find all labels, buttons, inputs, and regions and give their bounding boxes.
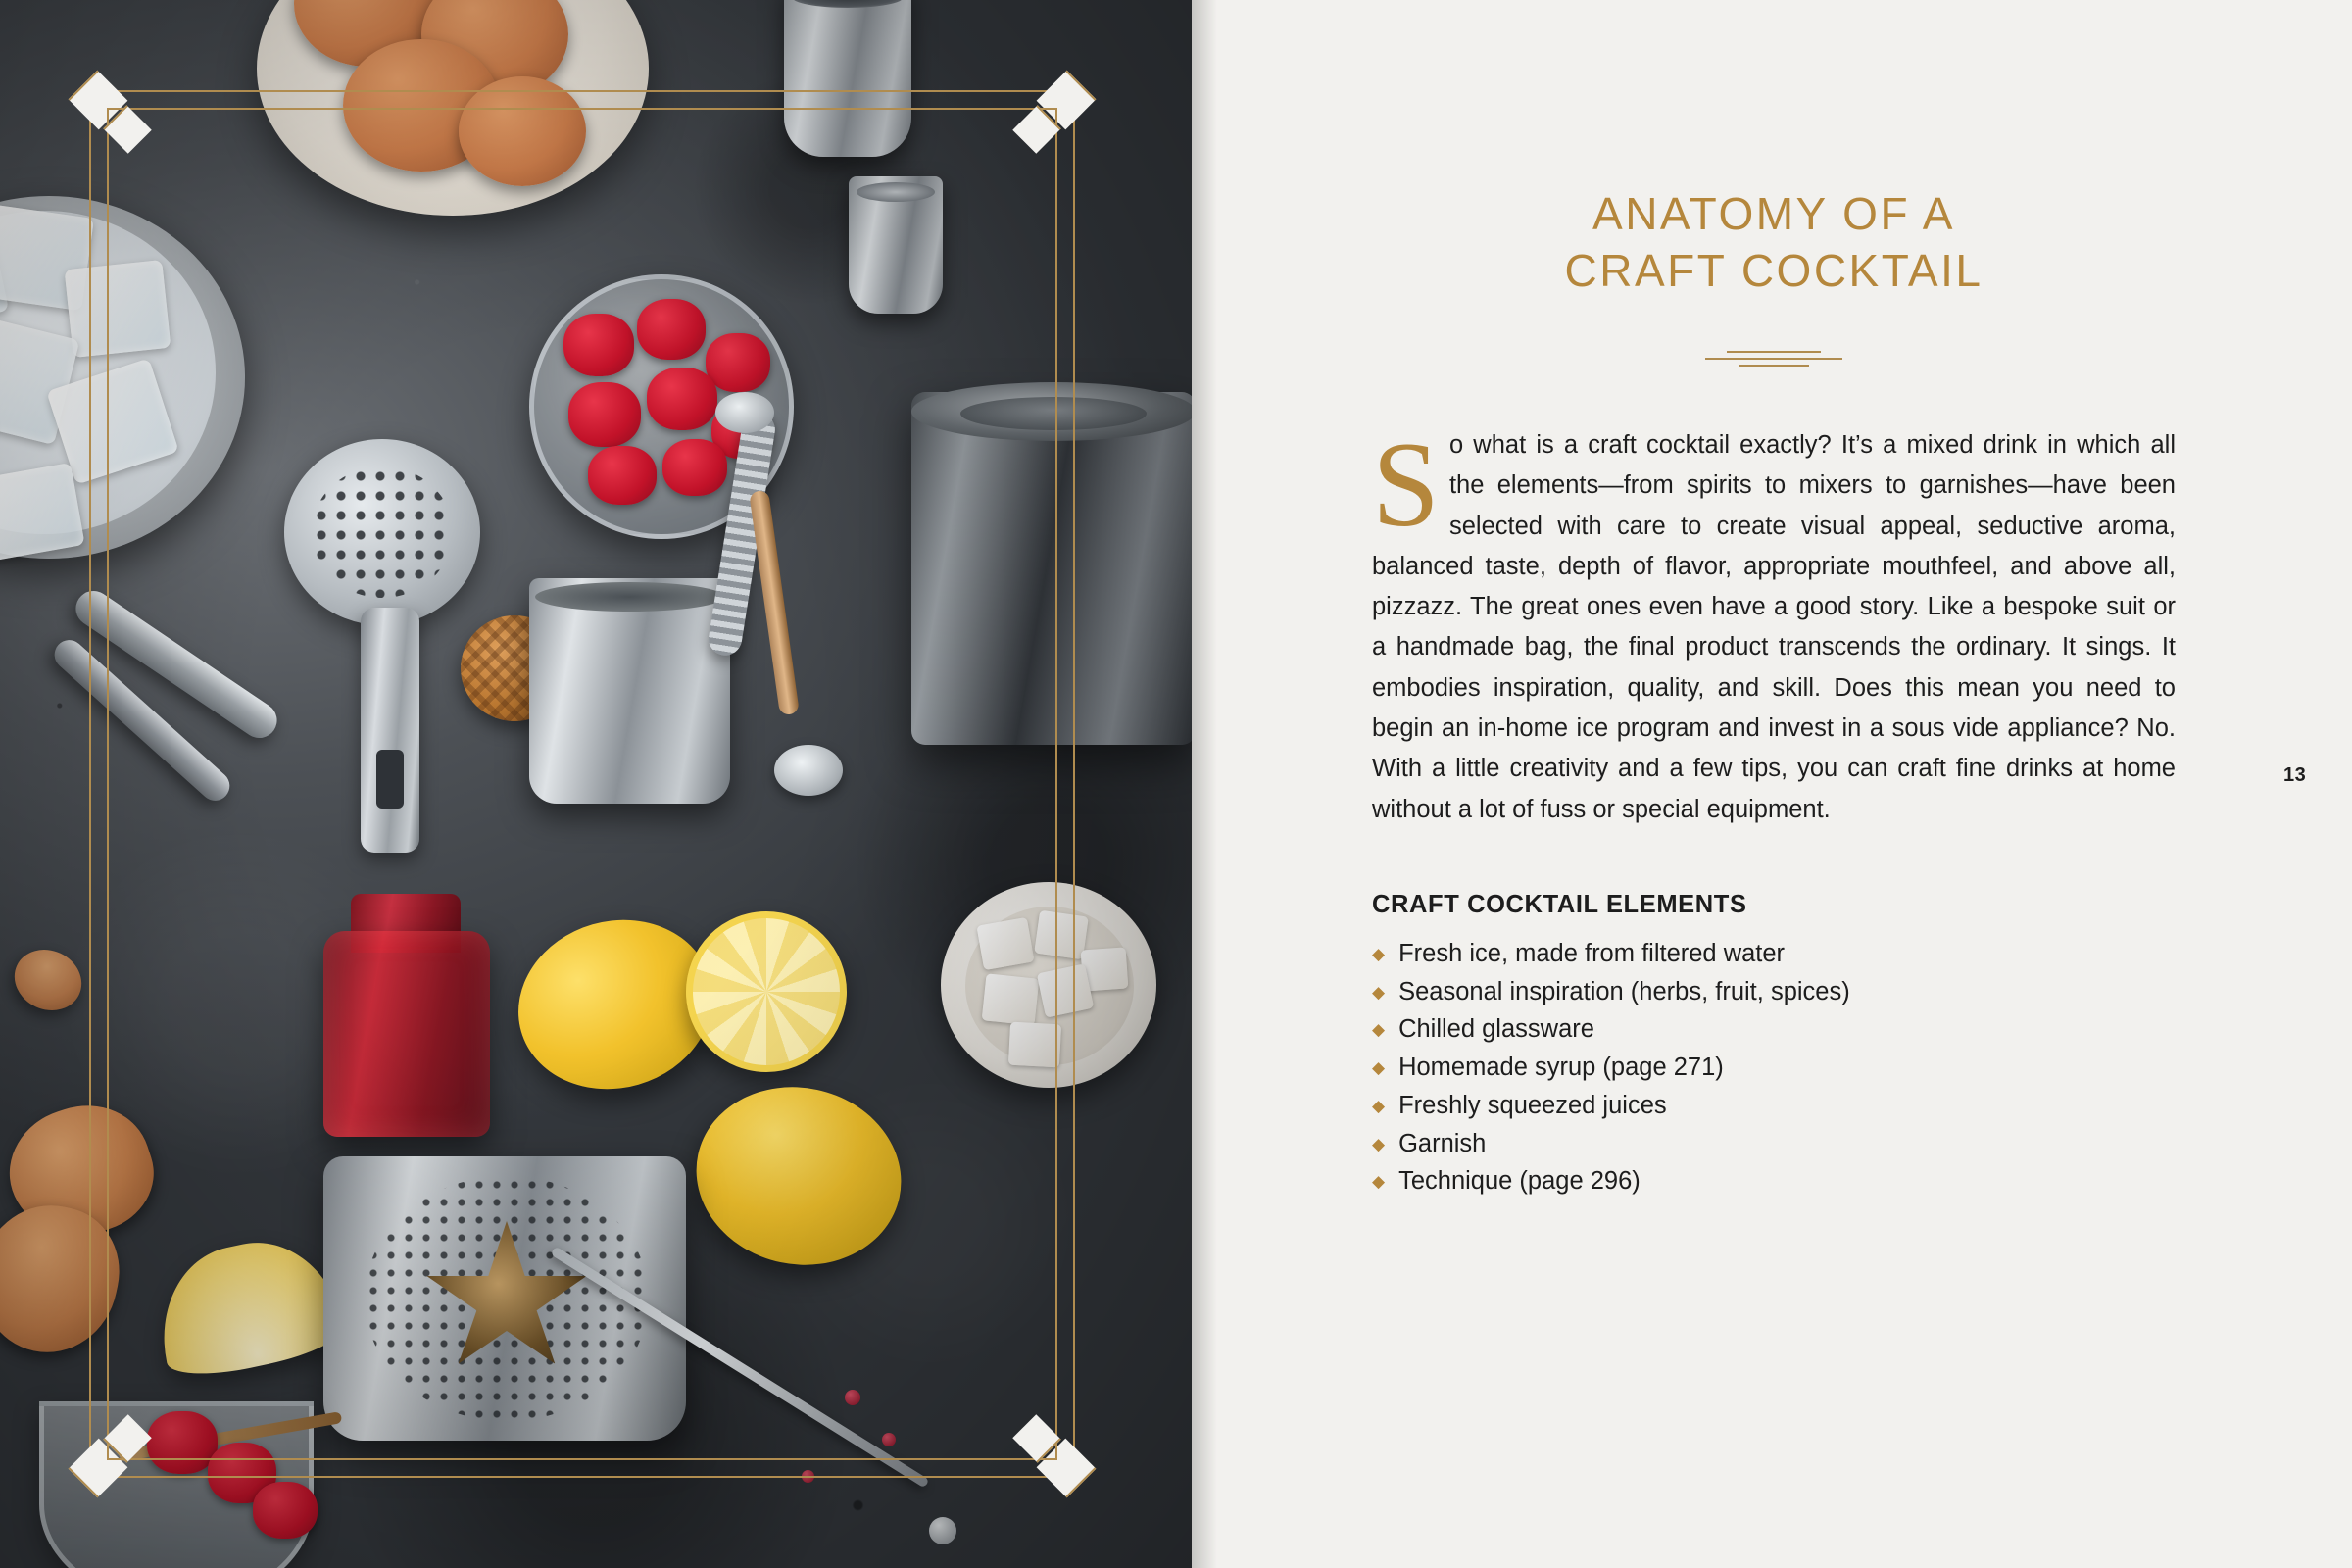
page-title <box>1372 186 2176 300</box>
ornamental-divider <box>1705 351 1842 368</box>
list-item <box>1372 1010 2176 1049</box>
diamond-bullet-icon: ◆ <box>1372 1134 1386 1153</box>
list-item-label: Fresh ice, made from filtered water <box>1398 939 1786 967</box>
diamond-bullet-icon: ◆ <box>1372 982 1386 1002</box>
raspberry <box>253 1482 318 1539</box>
title-line-1: ANATOMY OF A <box>1592 188 1955 239</box>
list-item <box>1372 973 2176 1011</box>
diamond-bullet-icon: ◆ <box>1372 1096 1386 1115</box>
inner-frame-corner-top-right <box>1012 105 1060 153</box>
list-item-label: Technique (page 296) <box>1398 1167 1641 1196</box>
list-item <box>1372 1087 2176 1125</box>
list-item-label: Freshly squeezed juices <box>1398 1091 1667 1119</box>
ice-cube <box>0 463 85 562</box>
list-item-label: Homemade syrup (page 271) <box>1398 1054 1724 1082</box>
diamond-bullet-icon: ◆ <box>1372 944 1386 963</box>
page-number: 13 <box>2283 764 2307 786</box>
inner-frame-corner-bottom-left <box>103 1414 151 1462</box>
article-content <box>1372 186 2176 1200</box>
elements-heading: CRAFT COCKTAIL ELEMENTS <box>1372 890 1747 918</box>
body-text: o what is a craft cocktail exactly? It’s a mixed drink in which all the elements—from spirits to mixers to garnishes—have been selected with care to create visual appeal, seductive aroma, balanced taste, depth of flavor, appropriate mouthfeel, and above all, pizzazz. The great ones even have a good story. Like a bespoke suit or a handmade bag, the final product transcends the ordinary. It sings. It embodies inspiration, quality, and skill. Does this mean you need to begin an in-home ice program and invest in a sous vide appliance? No. With a little creativity and a few tips, you can craft fine drinks at home without a lot of fuss or special equipment. <box>1372 430 2176 823</box>
diamond-bullet-icon: ◆ <box>1372 1058 1386 1078</box>
inner-frame-corner-bottom-right <box>1012 1414 1060 1462</box>
list-item <box>1372 1049 2176 1087</box>
diamond-bullet-icon: ◆ <box>1372 1172 1386 1192</box>
stirrer-tip <box>929 1517 956 1544</box>
list-item <box>1372 1162 2176 1200</box>
decorative-frame <box>89 90 1075 1478</box>
decorative-frame-inner <box>107 108 1057 1460</box>
list-item <box>1372 935 2176 973</box>
body-paragraph <box>1372 416 2176 830</box>
inner-frame-corner-top-left <box>103 105 151 153</box>
list-item <box>1372 1125 2176 1163</box>
diamond-bullet-icon: ◆ <box>1372 1020 1386 1040</box>
list-item-label: Chilled glassware <box>1398 1015 1594 1044</box>
eggshell-fragment <box>5 939 92 1021</box>
list-item-label: Seasonal inspiration (herbs, fruit, spices) <box>1398 977 1850 1005</box>
drop-cap: S <box>1372 416 1440 552</box>
list-item-label: Garnish <box>1398 1129 1487 1157</box>
craft-cocktail-elements-list <box>1372 935 2176 1200</box>
title-line-2: CRAFT COCKTAIL <box>1564 244 1984 296</box>
